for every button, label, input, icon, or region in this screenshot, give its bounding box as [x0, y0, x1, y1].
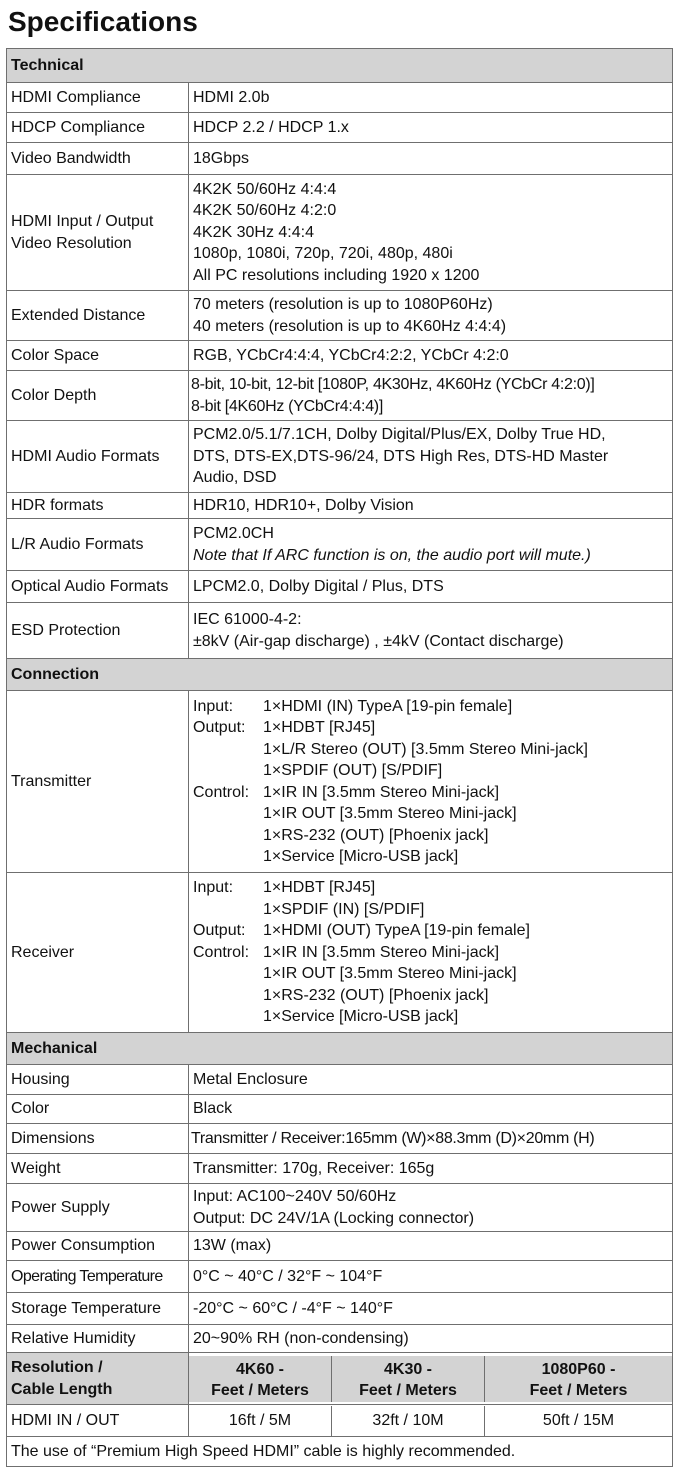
value-line: PCM2.0CH — [193, 525, 274, 542]
value-line: 1080p, 1080i, 720p, 720i, 480p, 480i — [193, 245, 453, 263]
spec-label: Extended Distance — [7, 291, 189, 341]
header-line: Feet / Meters — [211, 1382, 309, 1399]
spec-row-receiver — [7, 873, 673, 1033]
port-group — [193, 739, 263, 761]
port-value: 1×SPDIF (OUT) [S/PDIF] — [263, 762, 443, 779]
port-row — [193, 825, 588, 847]
value-line: 4K2K 30Hz 4:4:4 — [193, 223, 314, 241]
label-line: Video Resolution — [11, 234, 132, 252]
spec-label: Housing — [7, 1065, 189, 1095]
spec-row-storage-temp — [7, 1293, 673, 1325]
spec-label: Color Depth — [7, 371, 189, 421]
port-row — [193, 760, 588, 782]
value-line: PCM2.0/5.1/7.1CH, Dolby Digital/Plus/EX, Dolby True HD, — [193, 426, 606, 444]
port-row — [193, 899, 530, 921]
spec-value: Black — [189, 1095, 673, 1124]
value-line: ±8kV (Air-gap discharge) , ±4kV (Contact discharge) — [193, 632, 564, 650]
port-row — [193, 717, 588, 739]
port-row — [193, 920, 530, 942]
spec-label: HDMI Audio Formats — [7, 421, 189, 493]
value-line: All PC resolutions including 1920 x 1200 — [193, 266, 480, 284]
port-group — [193, 963, 263, 985]
spec-label: Color Space — [7, 341, 189, 371]
value-line: 8-bit, 10-bit, 12-bit [1080P, 4K30Hz, 4K60Hz (YCbCr 4:2:0)] — [191, 376, 595, 393]
spec-row-color-space — [7, 341, 673, 371]
cable-header-label — [7, 1353, 189, 1405]
port-row — [193, 877, 530, 899]
value-line: DTS, DTS-EX,DTS-96/24, DTS High Res, DTS-HD Master — [193, 447, 609, 465]
port-row — [193, 782, 588, 804]
value-line: Audio, DSD — [193, 469, 277, 487]
port-value: 1×IR OUT [3.5mm Stereo Mini-jack] — [263, 805, 517, 822]
value-note: Note that If ARC function is on, the audio port will mute.) — [193, 546, 591, 564]
port-value: 1×RS-232 (OUT) [Phoenix jack] — [263, 986, 489, 1004]
spec-value — [189, 421, 673, 493]
spec-row-hdmi-compliance — [7, 83, 673, 113]
label-line: HDMI Input / Output — [11, 213, 154, 230]
spec-row-lr-audio — [7, 519, 673, 571]
port-group: Control: — [193, 943, 250, 961]
spec-row-video-bandwidth — [7, 143, 673, 175]
port-row — [193, 985, 530, 1007]
value-line: 4K2K 50/60Hz 4:2:0 — [193, 202, 337, 220]
spec-value: Metal Enclosure — [189, 1065, 673, 1095]
spec-row-humidity — [7, 1325, 673, 1353]
specifications-table — [6, 48, 673, 1467]
spec-label: HDMI Compliance — [7, 83, 189, 113]
spec-value — [189, 291, 673, 341]
port-group: Control: — [193, 783, 250, 801]
spec-row-hdmi-audio — [7, 421, 673, 493]
port-row — [193, 942, 530, 964]
spec-label: Power Consumption — [7, 1232, 189, 1261]
port-row — [193, 739, 588, 761]
port-group: Input: — [193, 697, 234, 715]
header-line: Cable Length — [11, 1380, 113, 1398]
spec-label: Operating Temperature — [7, 1261, 189, 1293]
spec-value — [189, 371, 673, 421]
port-row — [193, 846, 588, 868]
port-value: 1×IR OUT [3.5mm Stereo Mini-jack] — [263, 965, 517, 983]
spec-row-hdr-formats — [7, 493, 673, 519]
spec-value — [189, 603, 673, 659]
value-line: 70 meters (resolution is up to 1080P60Hz) — [193, 296, 493, 313]
spec-label — [7, 175, 189, 291]
spec-value: HDR10, HDR10+, Dolby Vision — [189, 493, 673, 519]
cable-table-row — [7, 1405, 673, 1437]
cable-header-columns — [189, 1353, 673, 1405]
spec-value: 20~90% RH (non-condensing) — [189, 1325, 673, 1353]
port-value: 1×RS-232 (OUT) [Phoenix jack] — [263, 826, 489, 844]
spec-value — [189, 691, 673, 873]
cable-col-4k30 — [332, 1356, 485, 1402]
header-line: Resolution / — [11, 1359, 103, 1376]
port-row — [193, 963, 530, 985]
spec-row-hdcp-compliance — [7, 113, 673, 143]
port-value: 1×IR IN [3.5mm Stereo Mini-jack] — [263, 943, 500, 961]
spec-value: -20°C ~ 60°C / -4°F ~ 140°F — [189, 1293, 673, 1325]
spec-label: L/R Audio Formats — [7, 519, 189, 571]
value-line: 8-bit [4K60Hz (YCbCr4:4:4)] — [191, 397, 383, 415]
cable-value-4k60: 16ft / 5M — [189, 1406, 332, 1436]
spec-label: Storage Temperature — [7, 1293, 189, 1325]
spec-label: Power Supply — [7, 1184, 189, 1232]
port-group — [193, 846, 263, 868]
spec-label: HDCP Compliance — [7, 113, 189, 143]
port-group — [193, 985, 263, 1007]
port-group — [193, 760, 263, 782]
header-line: 1080P60 - — [541, 1360, 616, 1378]
header-line: 4K60 - — [235, 1360, 285, 1378]
spec-label: HDR formats — [7, 493, 189, 519]
spec-label: Dimensions — [7, 1124, 189, 1154]
cable-footnote: The use of “Premium High Speed HDMI” cable is highly recommended. — [7, 1437, 673, 1467]
port-row — [193, 696, 588, 718]
spec-value: Transmitter: 170g, Receiver: 165g — [189, 1154, 673, 1184]
spec-row-dimensions — [7, 1124, 673, 1154]
spec-value — [189, 175, 673, 291]
port-group — [193, 803, 263, 825]
spec-row-power-consumption — [7, 1232, 673, 1261]
spec-value: Transmitter / Receiver:165mm (W)×88.3mm (D)×20mm (H) — [189, 1124, 673, 1154]
cable-col-4k60 — [189, 1356, 332, 1402]
header-line: Feet / Meters — [529, 1382, 628, 1399]
port-group — [193, 899, 263, 921]
port-value: 1×L/R Stereo (OUT) [3.5mm Stereo Mini-jack] — [263, 740, 588, 758]
spec-value: 18Gbps — [189, 143, 673, 175]
spec-row-color-depth — [7, 371, 673, 421]
port-value: 1×HDMI (OUT) TypeA [19-pin female] — [263, 922, 530, 940]
spec-row-operating-temp — [7, 1261, 673, 1293]
spec-label: Video Bandwidth — [7, 143, 189, 175]
spec-label: Optical Audio Formats — [7, 571, 189, 603]
spec-value: RGB, YCbCr4:4:4, YCbCr4:2:2, YCbCr 4:2:0 — [189, 341, 673, 371]
spec-value — [189, 519, 673, 571]
port-group: Output: — [193, 922, 246, 940]
header-line: Feet / Meters — [359, 1382, 457, 1399]
spec-value: HDCP 2.2 / HDCP 1.x — [189, 113, 673, 143]
port-value: 1×IR IN [3.5mm Stereo Mini-jack] — [263, 783, 500, 801]
port-group: Output: — [193, 719, 246, 736]
section-header-connection: Connection — [7, 659, 673, 691]
spec-row-optical-audio — [7, 571, 673, 603]
spec-row-housing — [7, 1065, 673, 1095]
port-value: 1×Service [Micro-USB jack] — [263, 1008, 459, 1026]
spec-label: Transmitter — [7, 691, 189, 873]
spec-value: LPCM2.0, Dolby Digital / Plus, DTS — [189, 571, 673, 603]
port-row — [193, 1006, 530, 1028]
port-group — [193, 825, 263, 847]
page-title: Specifications — [8, 6, 198, 37]
spec-label: ESD Protection — [7, 603, 189, 659]
port-group: Input: — [193, 879, 234, 897]
port-list — [193, 877, 530, 1028]
spec-row-power-supply — [7, 1184, 673, 1232]
cable-col-1080p60 — [485, 1356, 672, 1402]
port-value: 1×HDBT [RJ45] — [263, 879, 376, 897]
port-list — [193, 696, 588, 868]
spec-value: 13W (max) — [189, 1232, 673, 1261]
spec-row-transmitter — [7, 691, 673, 873]
spec-value: 0°C ~ 40°C / 32°F ~ 104°F — [189, 1261, 673, 1293]
port-value: 1×HDMI (IN) TypeA [19-pin female] — [263, 697, 513, 715]
spec-row-weight — [7, 1154, 673, 1184]
port-value: 1×Service [Micro-USB jack] — [263, 848, 459, 865]
spec-row-color — [7, 1095, 673, 1124]
spec-label: Receiver — [7, 873, 189, 1033]
value-line: Output: DC 24V/1A (Locking connector) — [193, 1209, 475, 1227]
spec-value: HDMI 2.0b — [189, 83, 673, 113]
port-row — [193, 803, 588, 825]
spec-value — [189, 873, 673, 1033]
port-value: 1×SPDIF (IN) [S/PDIF] — [263, 900, 425, 918]
cable-footnote-row — [7, 1437, 673, 1467]
spec-row-extended-distance — [7, 291, 673, 341]
section-header-technical: Technical — [7, 49, 673, 83]
spec-value — [189, 1184, 673, 1232]
section-header-mechanical: Mechanical — [7, 1033, 673, 1065]
spec-label: Relative Humidity — [7, 1325, 189, 1353]
spec-row-video-resolution — [7, 175, 673, 291]
value-line: Input: AC100~240V 50/60Hz — [193, 1188, 397, 1205]
cable-value-1080p60: 50ft / 15M — [542, 1411, 615, 1429]
cable-row-label: HDMI IN / OUT — [7, 1405, 189, 1437]
header-line: 4K30 - — [383, 1360, 433, 1378]
spec-label: Weight — [7, 1154, 189, 1184]
value-line: 4K2K 50/60Hz 4:4:4 — [193, 180, 337, 198]
value-line: 40 meters (resolution is up to 4K60Hz 4:4:4) — [193, 317, 507, 335]
port-value: 1×HDBT [RJ45] — [263, 719, 376, 736]
value-line: IEC 61000-4-2: — [193, 611, 302, 628]
spec-label: Color — [7, 1095, 189, 1124]
cable-value-4k30: 32ft / 10M — [332, 1406, 485, 1436]
spec-row-esd — [7, 603, 673, 659]
cable-row-values — [189, 1405, 673, 1437]
port-group — [193, 1006, 263, 1028]
cable-table-header-row — [7, 1353, 673, 1405]
